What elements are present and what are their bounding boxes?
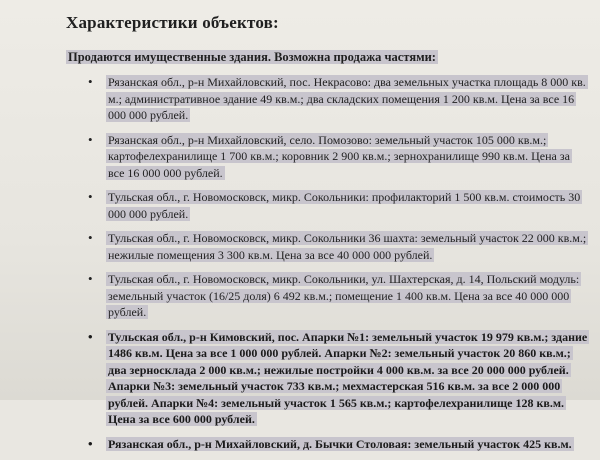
document-heading: Характеристики объектов: [66,13,279,32]
list-item: • Тульская обл., г. Новомосковск, микр. Сокольники, ул. Шахтерская, д. 14, Польский модуль: земельный участок (16/25 доля) 6 492 кв.м.; помещение 1 400 кв.м. Цена за все 40 000 000 рублей. [88,271,588,321]
list-item: • Рязанская обл., р-н Михайловский, пос. Некрасово: два земельных участка площадь 8 000 кв. м.; административное здание 49 кв.м.; два складских помещения 1 200 кв.м. Цена за все 16 000 000 рублей. [88,74,588,124]
list-item: • Рязанская обл., р-н Михайловский, село. Помозово: земельный участок 105 000 кв.м.; картофелехранилище 1 700 кв.м.; коровник 2 900 кв.м.; зернохранилище 990 кв.м. Цена за все 16 000 000 рублей. [88,132,588,182]
list-item: • Тульская обл., р-н Кимовский, пос. Апарки №1: земельный участок 19 979 кв.м.; здание 1486 кв.м. Цена за все 1 000 000 рублей. Апарки №2: земельный участок 20 860 кв.м.; два зерносклада 2 000 кв.м.; нежилые постройки 4 000 кв.м. за все 20 000 000 рублей. Апарки №3: земельный участок 733 кв.м.; мехмастерская 516 кв.м. за все 2 000 000 рублей. Апарки №4: земельный участок 1 565 кв.м.; картофелехранилище 128 кв.м. Цена за все 600 000 рублей. [88,329,588,428]
property-listings [88,74,588,460]
list-item: • Тульская обл., г. Новомосковск, микр. Сокольники: профилакторий 1 500 кв.м. стоимость 30 000 000 рублей. [88,189,588,222]
document-subheading: Продаются имущественные здания. Возможна продажа частями: [68,50,436,64]
list-item: • Рязанская обл., р-н Михайловский, д. Бычки Столовая: земельный участок 425 кв.м. [88,436,588,453]
list-item: • Тульская обл., г. Новомосковск, микр. Сокольники 36 шахта: земельный участок 22 000 кв.м.; нежилые помещения 3 300 кв.м. Цена за все 40 000 000 рублей. [88,230,588,263]
